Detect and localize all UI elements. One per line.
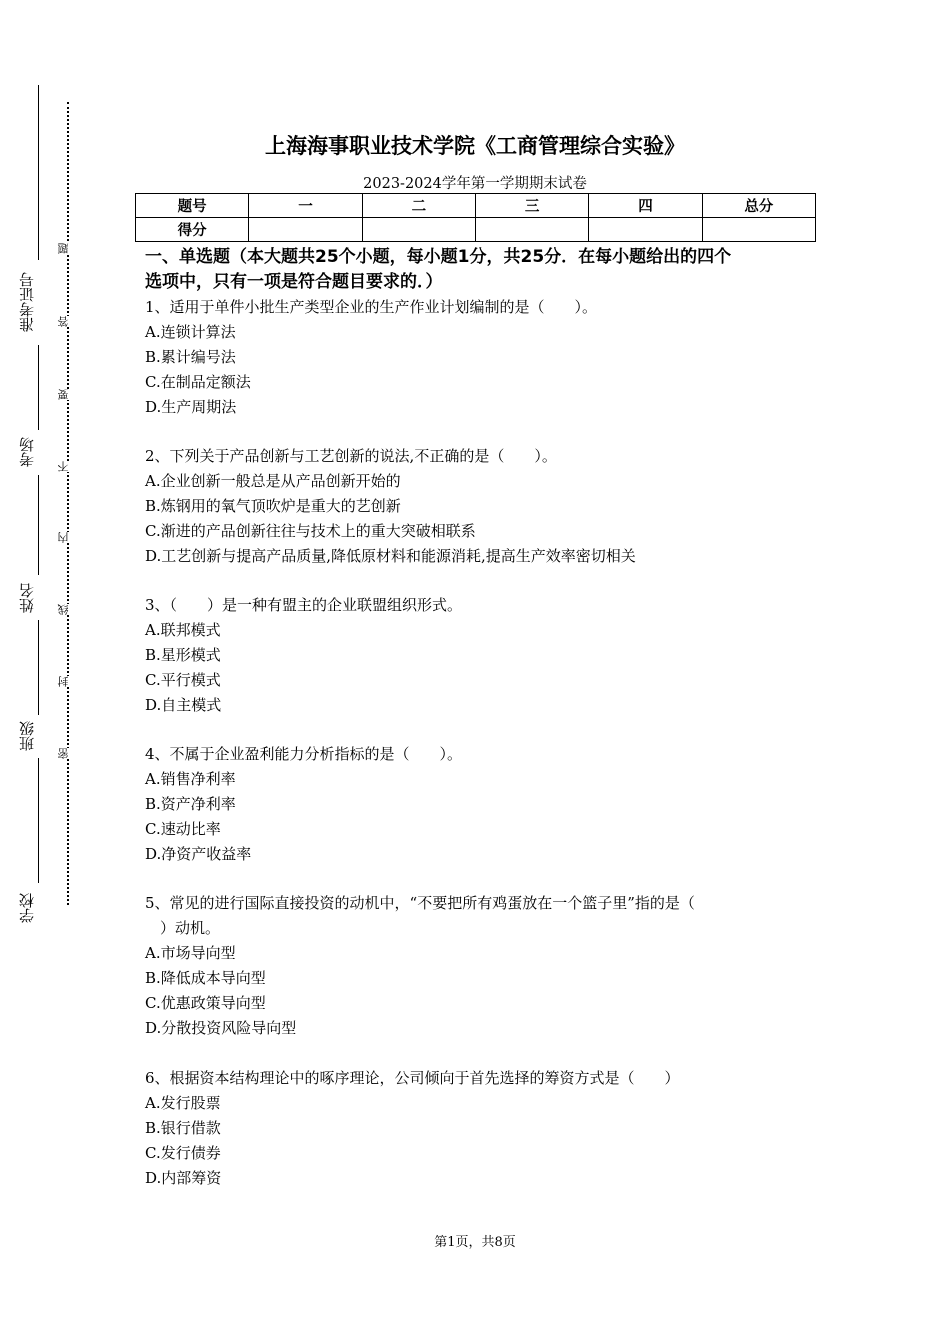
option-c: C.在制品定额法 (145, 372, 251, 391)
score-cell: 一 (249, 194, 362, 218)
section-heading-line: 一、单选题（本大题共25个小题，每小题1分，共25分．在每小题给出的四个 (145, 247, 732, 267)
option-b: B.银行借款 (145, 1118, 221, 1137)
score-cell: 四 (589, 194, 702, 218)
seal-char: 要 (58, 389, 78, 400)
seal-char: 线 (58, 604, 78, 615)
option-c: C.平行模式 (145, 670, 221, 689)
question-1 (145, 295, 825, 420)
field-name: 姓名 (18, 583, 36, 613)
question-4 (145, 742, 825, 867)
option-d: D.自主模式 (145, 695, 222, 714)
option-b: B.星形模式 (145, 645, 221, 664)
option-a: A.连锁计算法 (145, 322, 236, 341)
page-footer: 第1页，共8页 (434, 1235, 516, 1250)
question-stem: 5、常见的进行国际直接投资的动机中，“不要把所有鸡蛋放在一个篮子里”指的是（ (145, 894, 695, 912)
option-a: A.发行股票 (145, 1093, 221, 1112)
option-c: C.发行债券 (145, 1143, 221, 1162)
question-6 (145, 1066, 825, 1191)
binding-line (38, 475, 39, 575)
field-exam-room: 考场 (18, 437, 36, 467)
question-5 (145, 891, 825, 1040)
seal-dotted-line (67, 102, 69, 905)
field-exam-number: 准考证号 (18, 272, 36, 332)
seal-char: 封 (58, 676, 78, 687)
score-input-cell[interactable] (249, 218, 362, 242)
option-a: A.销售净利率 (145, 769, 236, 788)
option-b: B.降低成本导向型 (145, 968, 266, 987)
option-d: D.生产周期法 (145, 397, 237, 416)
score-input-cell[interactable] (589, 218, 702, 242)
option-d: D.净资产收益率 (145, 844, 252, 863)
score-table-score-row (136, 218, 816, 242)
option-b: B.炼钢用的氧气顶吹炉是重大的艺创新 (145, 496, 401, 515)
question-stem: 1、适用于单件小批生产类型企业的生产作业计划编制的是（ ）。 (145, 298, 598, 316)
option-b: B.资产净利率 (145, 794, 236, 813)
binding-line (38, 345, 39, 430)
binding-line (38, 758, 39, 883)
seal-char: 不 (58, 461, 78, 472)
question-stem-continued: ）动机。 (145, 918, 221, 937)
exam-subtitle: 2023-2024学年第一学期期末试卷 (363, 176, 587, 192)
exam-title: 上海海事职业技术学院《工商管理综合实验》 (265, 134, 685, 158)
score-input-cell[interactable] (362, 218, 475, 242)
score-cell: 三 (475, 194, 588, 218)
option-c: C.渐进的产品创新往往与技术上的重大突破相联系 (145, 521, 476, 540)
option-c: C.速动比率 (145, 819, 221, 838)
question-2 (145, 444, 825, 569)
question-stem: 6、根据资本结构理论中的啄序理论，公司倾向于首先选择的筹资方式是（ ） (145, 1069, 680, 1087)
option-a: A.联邦模式 (145, 620, 221, 639)
option-a: A.市场导向型 (145, 943, 236, 962)
question-stem: 3、（ ）是一种有盟主的企业联盟组织形式。 (145, 596, 463, 614)
score-input-cell[interactable] (702, 218, 815, 242)
seal-char: 题 (58, 243, 78, 254)
score-input-cell[interactable] (475, 218, 588, 242)
section-heading (145, 245, 815, 295)
score-cell: 得分 (136, 218, 249, 242)
option-b: B.累计编号法 (145, 347, 236, 366)
score-table-header-row (136, 194, 816, 218)
seal-char: 答 (58, 316, 78, 327)
question-stem: 4、不属于企业盈利能力分析指标的是（ ）。 (145, 745, 463, 763)
section-heading-line: 选项中，只有一项是符合题目要求的．） (145, 272, 443, 292)
seal-char: 内 (58, 532, 78, 543)
option-a: A.企业创新一般总是从产品创新开始的 (145, 471, 401, 490)
field-class: 班级 (18, 721, 36, 751)
option-d: D.分散投资风险导向型 (145, 1018, 297, 1037)
seal-char: 密 (58, 748, 78, 759)
field-school: 学校 (18, 893, 36, 923)
score-cell: 题号 (136, 194, 249, 218)
score-table (135, 193, 816, 242)
binding-line (38, 620, 39, 715)
score-cell: 总分 (702, 194, 815, 218)
option-d: D.工艺创新与提高产品质量,降低原材料和能源消耗,提高生产效率密切相关 (145, 546, 636, 565)
question-3 (145, 593, 825, 718)
option-c: C.优惠政策导向型 (145, 993, 266, 1012)
question-stem: 2、下列关于产品创新与工艺创新的说法,不正确的是（ ）。 (145, 447, 557, 465)
score-cell: 二 (362, 194, 475, 218)
option-d: D.内部筹资 (145, 1168, 222, 1187)
